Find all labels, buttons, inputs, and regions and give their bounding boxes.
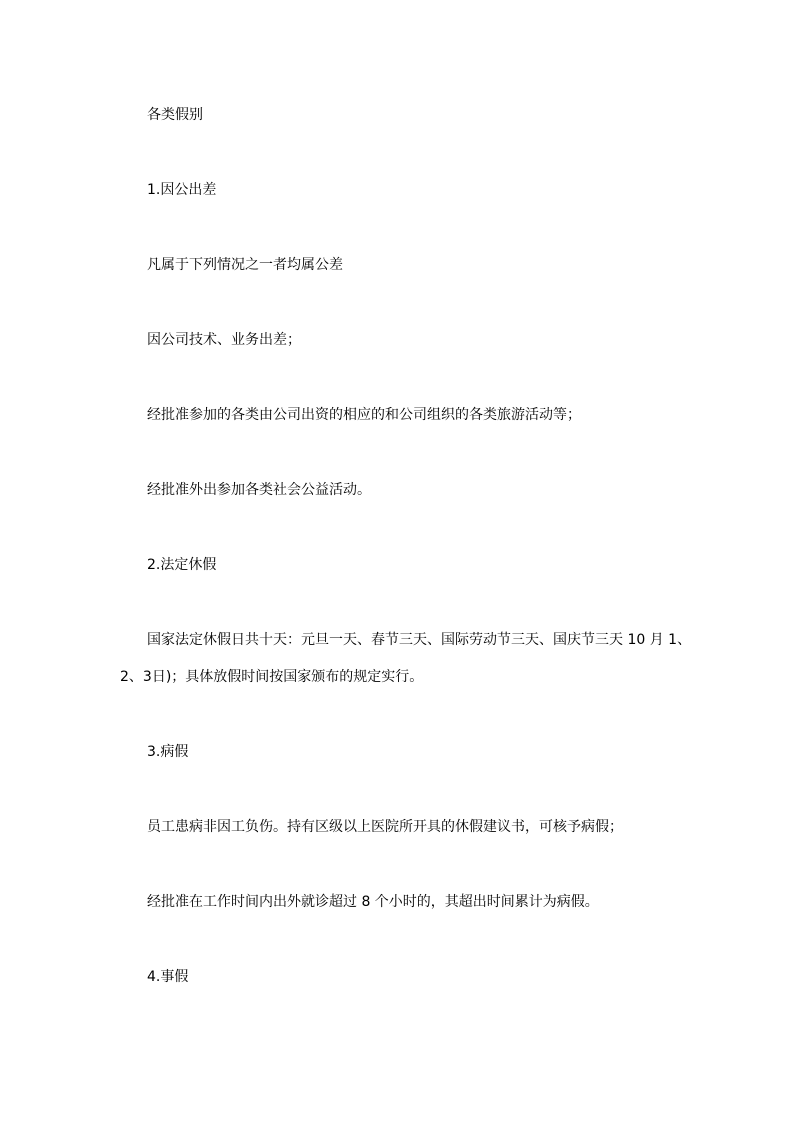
section-heading-statutory-holiday: 2.法定休假 (147, 557, 217, 573)
paragraph-statutory-holiday-line-1: 国家法定休假日共十天：元旦一天、春节三天、国际劳动节三天、国庆节三天 10 月 1、 (147, 632, 692, 648)
paragraph-sick-leave-item-2: 经批准在工作时间内出外就诊超过 8 个小时的，其超出时间累计为病假。 (147, 894, 599, 910)
section-heading-personal-leave: 4.事假 (147, 969, 189, 985)
paragraph-business-trip-item-2: 经批准参加的各类由公司出资的相应的和公司组织的各类旅游活动等； (147, 407, 581, 423)
section-heading-business-trip: 1.因公出差 (147, 182, 217, 198)
paragraph-business-trip-item-1: 因公司技术、业务出差； (147, 332, 301, 348)
paragraph-business-trip-definition: 凡属于下列情况之一者均属公差 (147, 257, 343, 273)
paragraph-business-trip-item-3: 经批准外出参加各类社会公益活动。 (147, 482, 371, 498)
document-title: 各类假别 (147, 107, 203, 123)
section-heading-sick-leave: 3.病假 (147, 744, 189, 760)
paragraph-sick-leave-item-1: 员工患病非因工负伤。持有区级以上医院所开具的休假建议书，可核予病假； (147, 819, 623, 835)
paragraph-statutory-holiday-line-2: 2、3日)；具体放假时间按国家颁布的规定实行。 (120, 669, 424, 685)
